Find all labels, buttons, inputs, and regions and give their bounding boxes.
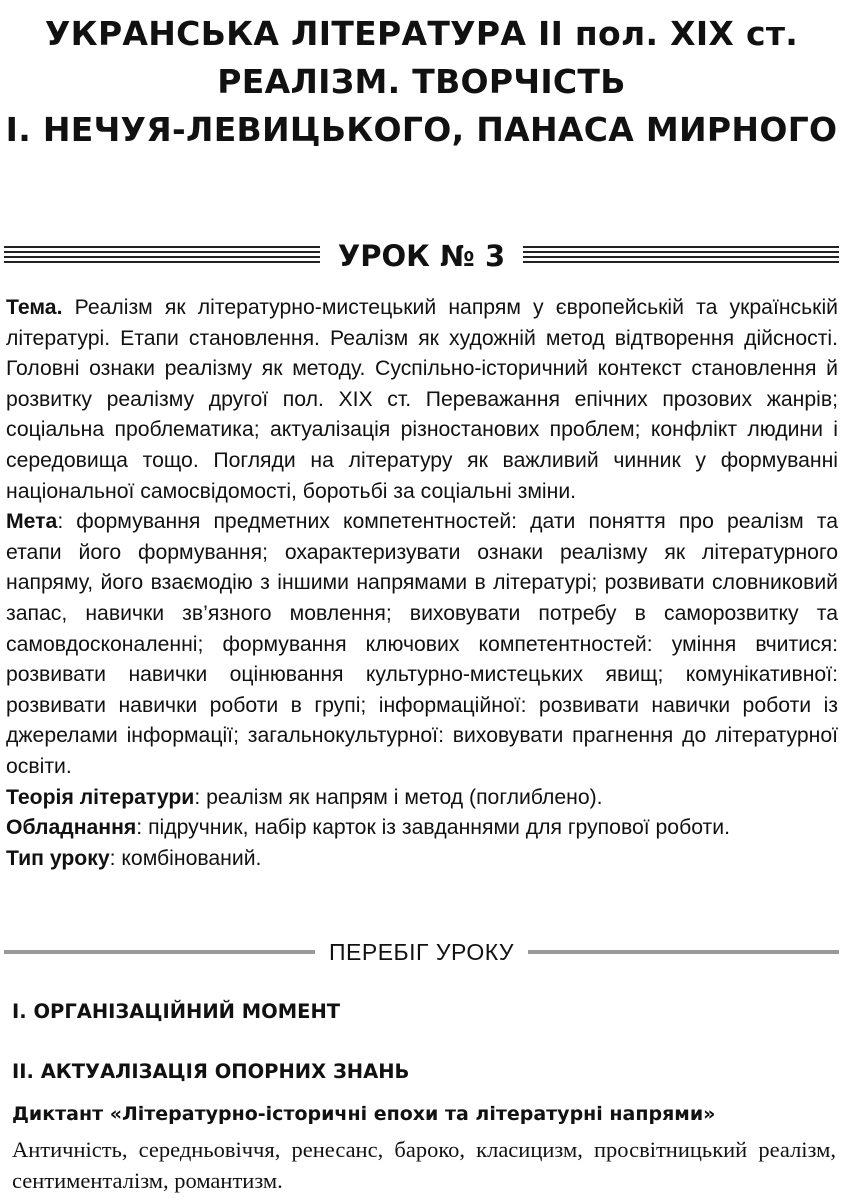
title-line-1: УКРАНСЬКА ЛІТЕРАТУРА ІІ пол. ХІХ ст. [44, 14, 799, 53]
goal-paragraph: Мета: формування предметних компетентностей: дати поняття про реалізм та етапи його формування; охарактеризувати ознаки реалізму як літературного напряму, його взаємодію з іншими напрямами в літературі; розвивати словниковий запас, навички зв’язного мовлення; виховувати потребу в саморозвитку та самовдосконаленні; формування ключових компетентностей: уміння вчитися: розвивати навички оцінювання культурно-мистецьких явищ; комунікативної: розвивати навички роботи в групі; інформаційної: розвивати навички роботи із джерелами інформації; загальнокультурної: виховувати прагнення до літературної освіти. [6, 510, 838, 778]
dictation-text: Античність, середньовіччя, ренесанс, бароко, класицизм, просвітницький реалізм, сентименталізм, романтизм. [12, 1137, 836, 1193]
dictation-title: Диктант «Літературно-історичні епохи та літературні напрями» [12, 1103, 716, 1125]
equipment-text: підручник, набір карток із завданнями для групової роботи. [148, 816, 730, 840]
divider-right [528, 950, 839, 954]
theory-paragraph: Теорія літератури: реалізм як напрям і метод (поглиблено). [6, 785, 603, 809]
goal-text: формування предметних компетентностей: дати поняття про реалізм та етапи його формування; охарактеризувати ознаки реалізму як літературного напряму, його взаємодію з іншими напрямами в літературі; розвивати словниковий запас, навички зв’язного мовлення; виховувати потребу в саморозвитку та самовдосконаленні; формування ключових компетентностей: уміння вчитися: розвивати навички оцінювання культурно-мистецьких явищ; комунікативної: розвивати навички роботи в групі; інформаційної: розвивати навички роботи із джерелами інформації; загальнокультурної: виховувати прагнення до літературної освіти. [6, 510, 838, 778]
decorative-stripes-right [523, 246, 839, 266]
lesson-number: УРОК № 3 [337, 239, 506, 273]
page-title [0, 10, 843, 154]
topic-label: Тема. [6, 296, 63, 319]
goal-label: Мета [6, 510, 58, 534]
section-heading-2: ІІ. АКТУАЛІЗАЦІЯ ОПОРНИХ ЗНАНЬ [12, 1060, 410, 1083]
equipment-label: Обладнання [6, 816, 137, 840]
lesson-heading-bar [4, 236, 839, 276]
title-line-2: РЕАЛІЗМ. ТВОРЧІСТЬ [217, 62, 626, 101]
divider-left [4, 950, 315, 954]
lesson-type-paragraph: Тип уроку: комбінований. [6, 846, 262, 870]
topic-paragraph [6, 293, 838, 507]
theory-label: Теорія літератури [6, 785, 195, 809]
lesson-course-heading [4, 935, 839, 969]
title-line-3: І. НЕЧУЯ-ЛЕВИЦЬКОГО, ПАНАСА МИРНОГО [5, 110, 838, 149]
lesson-type-text: комбінований. [121, 846, 262, 870]
theory-text: реалізм як напрям і метод (поглиблено). [206, 785, 603, 809]
lesson-type-label: Тип уроку [6, 846, 110, 870]
section-heading-1: І. ОРГАНІЗАЦІЙНИЙ МОМЕНТ [12, 1000, 341, 1023]
course-label: ПЕРЕБІГ УРОКУ [329, 938, 514, 965]
equipment-paragraph: Обладнання: підручник, набір карток із завданнями для групової роботи. [6, 816, 730, 840]
topic-text: Реалізм як літературно-мистецький напрям у європейській та українській літературі. Етапи становлення. Реалізм як художній метод відтворення дійсності. Головні ознаки реалізму як методу. Суспільно-історичний контекст становлення й розвитку реалізму другої пол. ХІХ ст. Переважання епічних прозових жанрів; соціальна проблематика; актуалізація різностанових проблем; конфлікт людини і середовища тощо. Погляди на літературу як важливий чинник у формуванні національної самосвідомості, боротьбі за соціальні зміни. [6, 296, 838, 503]
lesson-plan-fields [6, 293, 838, 874]
decorative-stripes-left [4, 246, 320, 266]
